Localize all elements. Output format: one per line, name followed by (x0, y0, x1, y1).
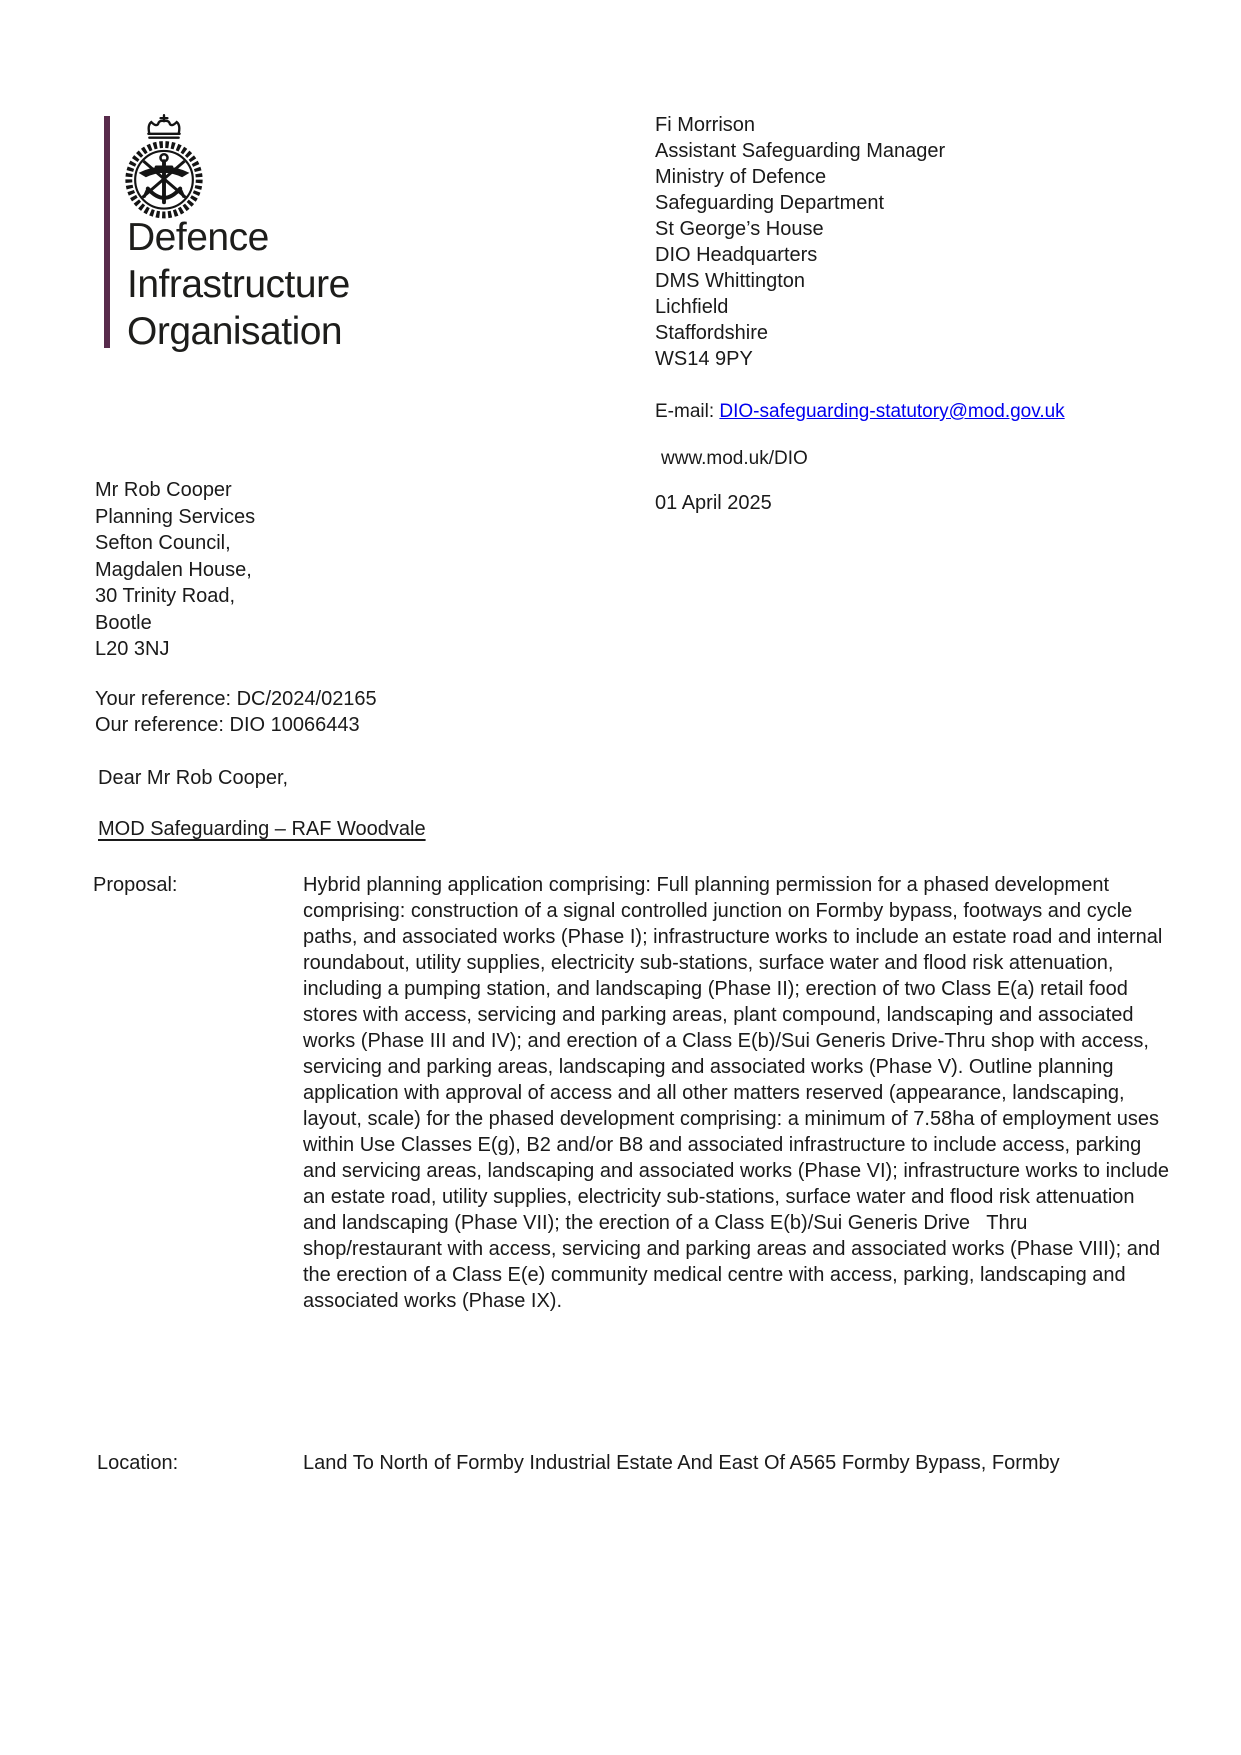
sender-line: DIO Headquarters (655, 244, 818, 266)
email-link[interactable]: DIO-safeguarding-statutory@mod.gov.uk (719, 401, 1065, 422)
org-wordmark-line: Infrastructure (127, 263, 350, 306)
location-label: Location: (97, 1452, 179, 1474)
recipient-address-block (95, 477, 255, 663)
email-label: E-mail: (655, 401, 715, 422)
sender-line: Staffordshire (655, 322, 769, 344)
sender-line: DMS Whittington (655, 270, 806, 292)
sender-line: Safeguarding Department (655, 192, 885, 214)
location-text: Land To North of Formby Industrial Estate And East Of A565 Formby Bypass, Formby (303, 1452, 1060, 1474)
recipient-line: 30 Trinity Road, (95, 585, 236, 607)
logo-accent-bar (104, 116, 110, 348)
recipient-line: Magdalen House, (95, 558, 252, 581)
your-reference: Your reference: DC/2024/02165 (95, 688, 377, 710)
org-wordmark-line: Organisation (127, 310, 343, 353)
website-url: www.mod.uk/DIO (661, 448, 808, 469)
our-reference: Our reference: DIO 10066443 (95, 714, 360, 736)
proposal-label: Proposal: (93, 874, 178, 896)
org-wordmark (127, 214, 350, 355)
recipient-name: Mr Rob Cooper (95, 479, 232, 501)
sender-postcode: WS14 9PY (655, 348, 753, 370)
letter-date: 01 April 2025 (655, 492, 772, 514)
recipient-line: Planning Services (95, 505, 256, 528)
subject-line: MOD Safeguarding – RAF Woodvale (98, 818, 426, 840)
sender-line: Ministry of Defence (655, 166, 827, 188)
reference-block (95, 686, 377, 738)
sender-line: Lichfield (655, 296, 729, 318)
recipient-line: Bootle (95, 611, 152, 634)
sender-address-block (655, 112, 945, 372)
sender-name: Fi Morrison (655, 114, 756, 136)
sender-line: St George’s House (655, 218, 824, 240)
salutation: Dear Mr Rob Cooper, (98, 767, 289, 789)
email-row (655, 400, 1065, 424)
recipient-line: Sefton Council, (95, 532, 231, 554)
recipient-postcode: L20 3NJ (95, 638, 170, 660)
org-wordmark-line: Defence (127, 216, 269, 259)
proposal-text: Hybrid planning application comprising: Full planning permission for a phased development comprising: construction of a signal controlled junction on Formby bypass, footways and cycle paths, and associated works (Phase I); infrastructure works to include an estate road and internal roundabout, utility supplies, electricity sub-stations, surface water and flood risk attenuation, including a pumping station, and landscaping (Phase II); erection of two Class E(a) retail food stores with access, servicing and parking areas, plant compound, landscaping and associated works (Phase III and IV); and erection of a Class E(b)/Sui Generis Drive-Thru shop with access, servicing and parking areas, landscaping and associated works (Phase V). Outline planning application with approval of access and all other matters reserved (appearance, landscaping, layout, scale) for the phased development comprising: a minimum of 7.58ha of employment uses within Use Classes E(g), B2 and/or B8 and associated infrastructure to include access, parking and servicing areas, landscaping and associated works (Phase VI); infrastructure works to include an estate road, utility supplies, electricity sub-stations, surface water and flood risk attenuation and landscaping (Phase VII); the erection of a Class E(b)/Sui Generis Drive Thru shop/restaurant with access, servicing and parking areas and associated works (Phase VIII); and the erection of a Class E(e) community medical centre with access, parking, landscaping and associated works (Phase IX). (303, 874, 1175, 1312)
mod-crest-icon (120, 112, 208, 229)
sender-title: Assistant Safeguarding Manager (655, 140, 946, 162)
